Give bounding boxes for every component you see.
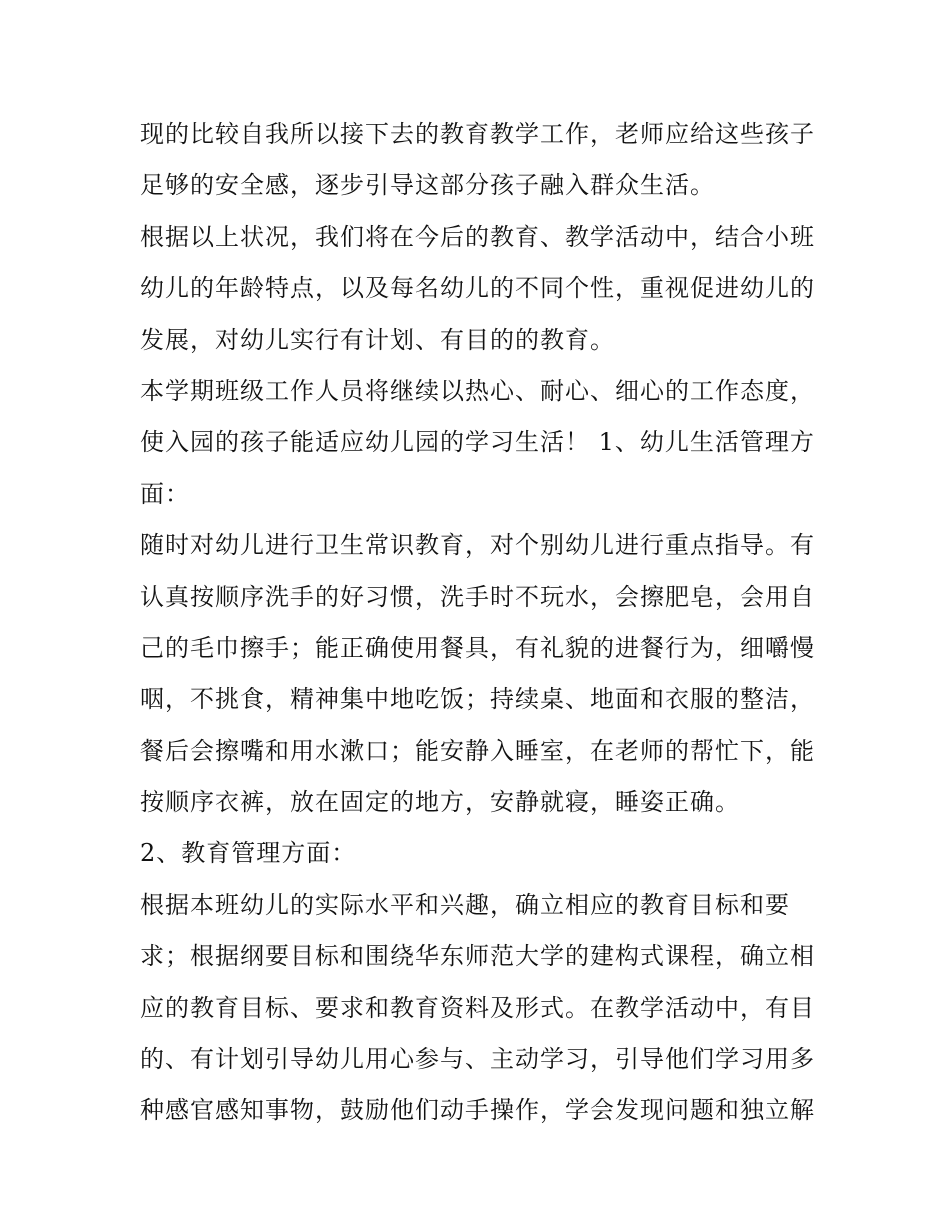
text-line: 面： (140, 479, 190, 508)
text-line: 咽，不挑食，精神集中地吃饭；持续桌、地面和衣服的整洁， (140, 685, 815, 714)
text-line: 按顺序衣裤，放在固定的地方，安静就寝，睡姿正确。 (140, 788, 740, 817)
text-line: 根据以上状况，我们将在今后的教育、教学活动中，结合小班 (140, 222, 815, 251)
text-line: 本学期班级工作人员将继续以热心、耐心、细心的工作态度， (140, 376, 815, 405)
text-line: 求；根据纲要目标和围绕华东师范大学的建构式课程，确立相 (140, 942, 815, 971)
text-line: 根据本班幼儿的实际水平和兴趣，确立相应的教育目标和要 (140, 890, 790, 919)
text-line: 己的毛巾擦手；能正确使用餐具，有礼貌的进餐行为，细嚼慢 (140, 633, 815, 662)
body-text (140, 109, 820, 1137)
text-line: 种感官感知事物，鼓励他们动手操作，学会发现问题和独立解 (140, 1096, 815, 1125)
text-line: 应的教育目标、要求和教育资料及形式。在教学活动中，有目 (140, 993, 815, 1022)
text-line: 的、有计划引导幼儿用心参与、主动学习，引导他们学习用多 (140, 1045, 815, 1074)
text-line: 使入园的孩子能适应幼儿园的学习生活！ 1、幼儿生活管理方 (140, 428, 815, 457)
text-line: 随时对幼儿进行卫生常识教育，对个别幼儿进行重点指导。有 (140, 531, 815, 560)
text-line: 现的比较自我所以接下去的教育教学工作，老师应给这些孩子 (140, 120, 815, 148)
section-heading: 2、教育管理方面： (140, 839, 357, 868)
text-line: 认真按顺序洗手的好习惯，洗手时不玩水，会擦肥皂，会用自 (140, 582, 815, 611)
text-line: 发展，对幼儿实行有计划、有目的的教育。 (140, 325, 615, 354)
text-line: 餐后会擦嘴和用水漱口；能安静入睡室，在老师的帮忙下，能 (140, 736, 815, 765)
text-line: 幼儿的年龄特点，以及每名幼儿的不同个性，重视促进幼儿的 (140, 274, 815, 303)
text-line: 足够的安全感，逐步引导这部分孩子融入群众生活。 (140, 171, 715, 200)
